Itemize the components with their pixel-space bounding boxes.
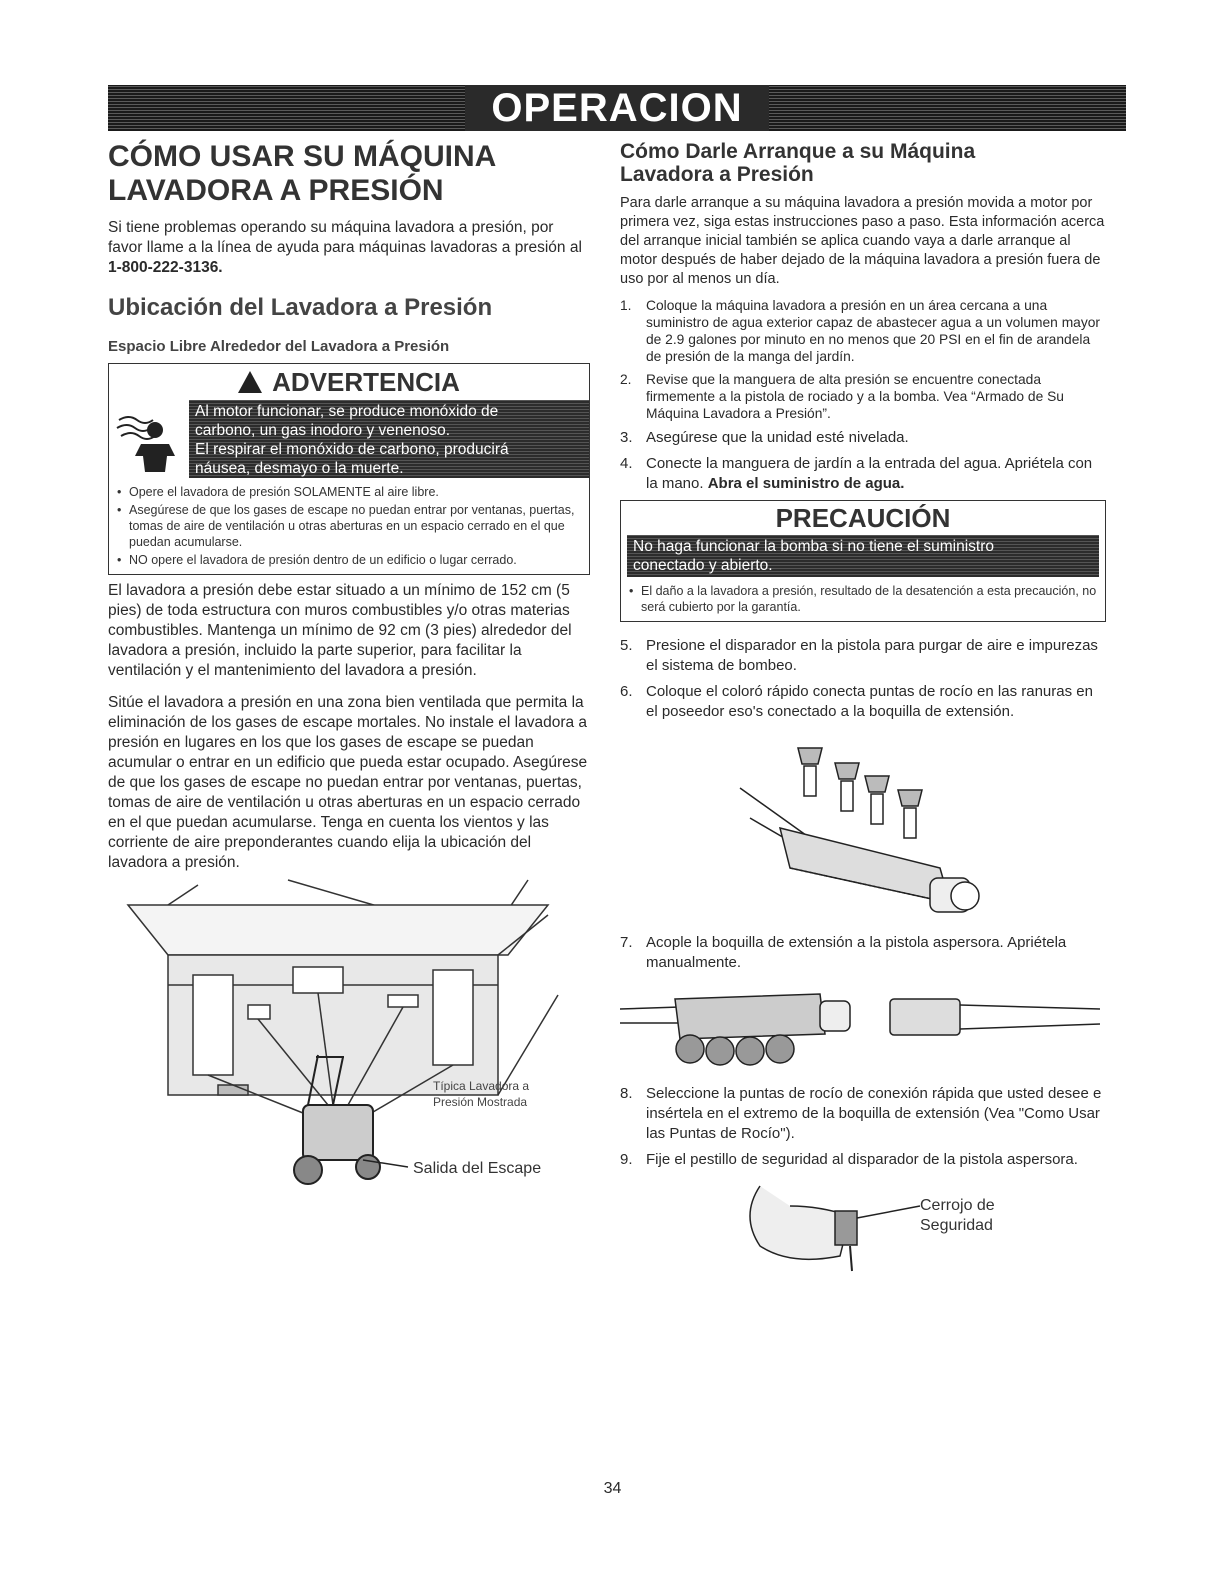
subsection-title: Espacio Libre Alrededor del Lavadora a Presión — [108, 338, 450, 355]
caution-line: No haga funcionar la bomba si no tiene el suministro — [633, 538, 995, 555]
warning-band — [109, 400, 589, 478]
warning-heading-text: ADVERTENCIA — [272, 367, 460, 397]
step-bold-text: Abra el suministro de agua. — [707, 475, 905, 492]
step-number: 7. — [620, 934, 633, 951]
nozzle-holder-illustration — [620, 728, 1106, 928]
step-text: Presione el disparador en la pistola para purgar de aire e impurezas el sistema de bombeo. — [646, 637, 1098, 674]
caution-heading: PRECAUCIÓN — [775, 503, 951, 533]
warning-bullets — [109, 478, 589, 574]
house-clearance-illustration — [108, 875, 590, 1195]
warning-line: Al motor funcionar, se produce monóxido de — [195, 403, 499, 420]
main-title-line2: LAVADORA A PRESIÓN — [108, 174, 444, 207]
page-number: 34 — [603, 1480, 622, 1497]
step-number: 2. — [620, 372, 632, 387]
step-item — [620, 1150, 1106, 1170]
step-number: 9. — [620, 1151, 633, 1168]
step-text: Conecte la manguera de jardín a la entrada del agua. Apriétela con la mano. — [646, 455, 1093, 492]
safety-lock-label-line1: Cerrojo de — [920, 1197, 995, 1214]
step-item — [620, 933, 1106, 973]
fumes-person-icon — [109, 400, 187, 478]
step-item — [620, 1084, 1106, 1144]
left-column — [108, 140, 590, 1200]
warning-line: carbono, un gas inodoro y venenoso. — [195, 422, 451, 439]
start-title-line1: Cómo Darle Arranque a su Máquina — [620, 140, 976, 163]
warning-line: náusea, desmayo o la muerte. — [195, 460, 404, 477]
start-steps-list-4 — [620, 1084, 1106, 1170]
step-item — [620, 454, 1106, 494]
step-text: Seleccione la puntas de rocío de conexión rápida que usted desee e insértela en el extremo de la boquilla de extensión (Vea "Como Usar las Puntas de Rocío"). — [646, 1085, 1102, 1142]
step-item — [620, 682, 1106, 722]
step-number: 5. — [620, 637, 633, 654]
step-text: Asegúrese que la unidad esté nivelada. — [646, 429, 909, 446]
warning-bullet: • Opere el lavadora de presión SOLAMENTE al aire libre. — [129, 484, 581, 500]
step-text: Coloque la máquina lavadora a presión en un área cercana a una suministro de agua exterior capaz de abastecer agua a un volumen mayor de 2.9 galones por minuto en no menos que 20 PSI en el fin de arandela de presión de la manga del jardín. — [646, 298, 1101, 364]
caution-line: conectado y abierto. — [633, 557, 773, 574]
right-column — [620, 140, 1106, 1281]
help-intro-text: Si tiene problemas operando su máquina lavadora a presión, por favor llame a la línea de ayuda para máquinas lavadoras a presión al — [108, 219, 582, 256]
caution-bullets — [621, 577, 1105, 621]
step-item — [620, 297, 1106, 365]
safety-lock-label-line2: Seguridad — [920, 1217, 993, 1234]
step-number: 8. — [620, 1085, 633, 1102]
help-phone-number: 1-800-222-3136. — [108, 259, 223, 276]
warning-heading — [109, 364, 589, 400]
warning-band-text — [189, 400, 589, 478]
warning-bullet: • Asegúrese de que los gases de escape no puedan entrar por ventanas, puertas, tomas de aire de ventilación u otras aberturas en un espacio cerrado en el que puedan acumularse. — [129, 502, 581, 550]
caution-bullet: • El daño a la lavadora a presión, resultado de la desatención a esta precaución, no será cubierto por la garantía. — [641, 583, 1097, 615]
exhaust-outlet-label: Salida del Escape — [413, 1160, 542, 1177]
warning-box — [108, 363, 590, 575]
section-title: Ubicación del Lavadora a Presión — [108, 294, 493, 321]
step-number: 4. — [620, 455, 633, 472]
step-number: 3. — [620, 429, 633, 446]
section-banner — [108, 85, 1126, 131]
step-number: 1. — [620, 298, 632, 313]
start-title-line2: Lavadora a Presión — [620, 163, 814, 186]
banner-title: OPERACION — [465, 85, 768, 131]
main-title — [108, 140, 590, 208]
safety-lock-illustration — [620, 1176, 1106, 1276]
caution-band — [627, 535, 1099, 577]
step-item — [620, 428, 1106, 448]
extension-wand-illustration — [620, 979, 1106, 1079]
start-steps-list-3 — [620, 933, 1106, 973]
step-item — [620, 636, 1106, 676]
start-title — [620, 140, 1106, 186]
caution-box — [620, 500, 1106, 622]
warning-triangle-icon — [238, 371, 262, 393]
start-steps-list — [620, 297, 1106, 494]
illustration-caption-line2: Presión Mostrada — [433, 1095, 528, 1109]
start-intro: Para darle arranque a su máquina lavadora a presión movida a motor por primera vez, siga estas instrucciones paso a paso. Esta información acerca del arranque inicial también se aplica cuando vaya a darle arranque al motor después de haber dejado de la máquina lavadora a presión fuera de uso por al menos un día. — [620, 195, 1105, 287]
warning-bullet: • NO opere el lavadora de presión dentro de un edificio o lugar cerrado. — [129, 552, 581, 568]
step-item — [620, 371, 1106, 422]
step-text: Coloque el coloró rápido conecta puntas de rocío en las ranuras en el poseedor eso's conectado a la boquilla de extensión. — [646, 683, 1093, 720]
clearance-paragraph: El lavadora a presión debe estar situado a un mínimo de 152 cm (5 pies) de toda estructura con muros combustibles y/o otras materias combustibles. Mantenga un mínimo de 92 cm (3 pies) alrededor del lavadora a presión, incluido la parte superior, para facilitar la ventilación y el mantenimiento del lavadora a presión. — [108, 582, 572, 679]
illustration-caption-line1: Típica Lavadora a — [433, 1079, 530, 1093]
help-line-paragraph — [108, 218, 590, 278]
warning-line: El respirar el monóxido de carbono, producirá — [195, 441, 509, 458]
step-text: Acople la boquilla de extensión a la pistola aspersora. Apriétela manualmente. — [646, 934, 1067, 971]
start-steps-list-2 — [620, 636, 1106, 722]
step-text: Fije el pestillo de seguridad al disparador de la pistola aspersora. — [646, 1151, 1078, 1168]
step-number: 6. — [620, 683, 633, 700]
main-title-line1: CÓMO USAR SU MÁQUINA — [108, 140, 497, 173]
ventilation-paragraph: Sitúe el lavadora a presión en una zona bien ventilada que permita la eliminación de los gases de escape mortales. No instale el lavadora a presión en lugares en los que los gases de escape se puedan acumular o entrar en un edificio que pueda estar ocupado. Asegúrese de que los gases de escape no puedan entrar por ventanas, puertas, tomas de aire de ventilación u otras aberturas en un espacio cerrado en el que puedan acumularse. Tenga en cuenta los vientos y las corriente de aire preponderantes cuando elija la ubicación del lavadora a presión. — [108, 694, 588, 871]
step-text: Revise que la manguera de alta presión se encuentre conectada firmemente a la pistola de rociado y a la bomba. Vea “Armado de Su Máquina Lavadora a Presión”. — [646, 372, 1064, 421]
